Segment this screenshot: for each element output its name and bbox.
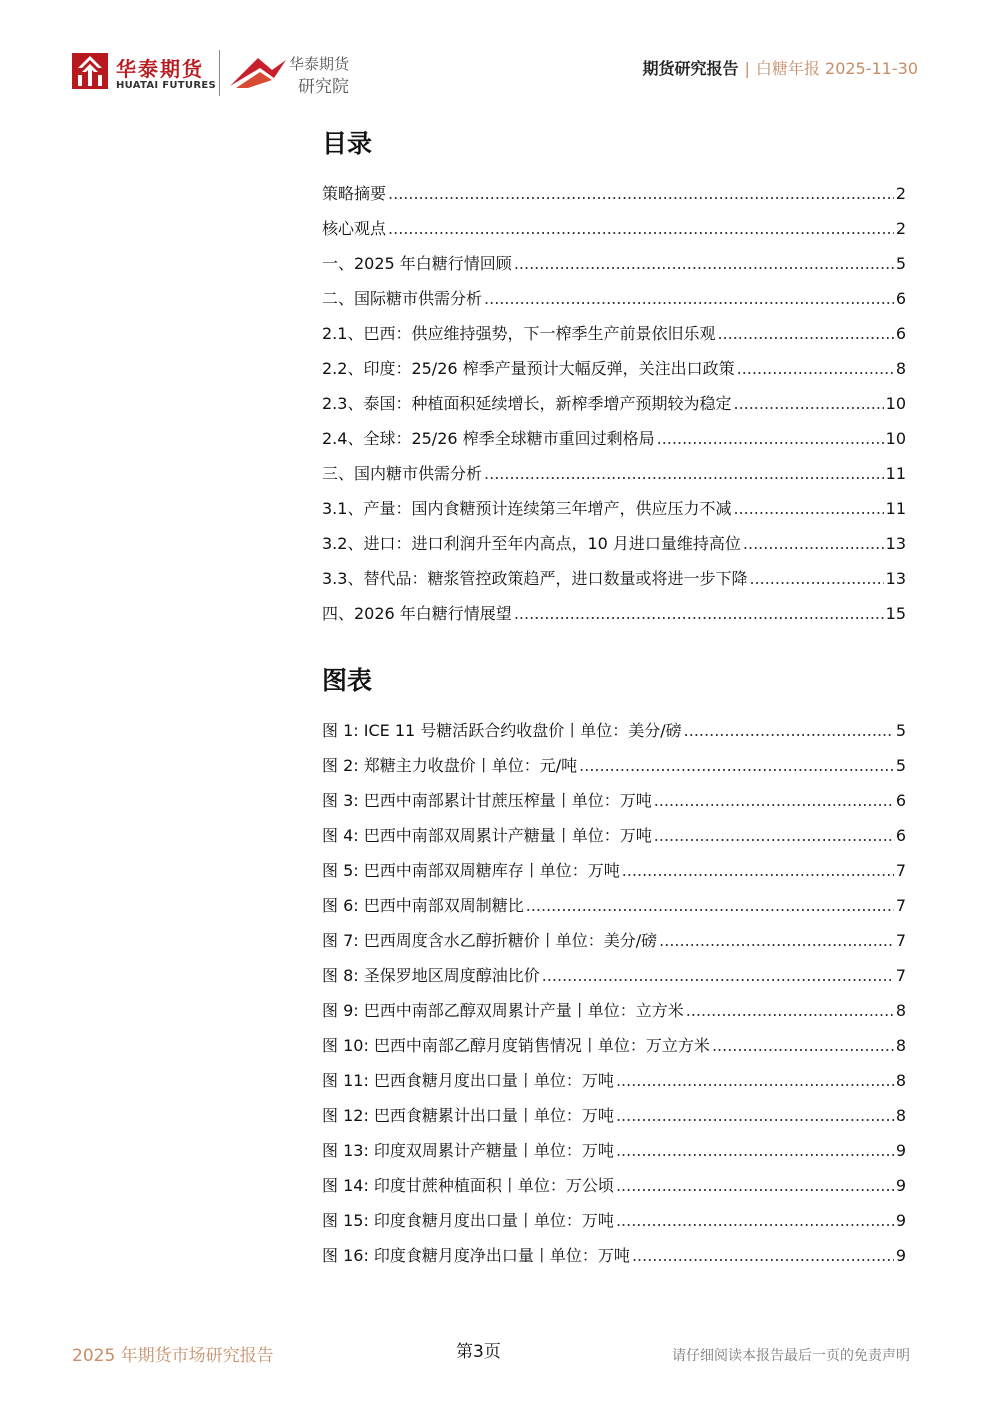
figure-entry[interactable] [322,853,906,888]
dot-leader [712,1028,894,1063]
dot-leader [737,351,894,386]
figure-entry-page: 8 [895,1036,906,1055]
dot-leader [749,561,883,596]
toc-entry[interactable] [322,281,906,316]
toc-entry-page: 6 [895,324,906,343]
dot-leader [733,491,883,526]
figure-entry-page: 9 [895,1141,906,1160]
toc-entry[interactable] [322,386,906,421]
toc-entry-page: 6 [895,289,906,308]
figure-entry-label: 图 15: 印度食糖月度出口量丨单位：万吨 [322,1211,614,1230]
figure-entry[interactable] [322,818,906,853]
dot-leader [733,386,883,421]
figure-entry-label: 图 1: ICE 11 号糖活跃合约收盘价丨单位：美分/磅 [322,721,682,740]
figure-entry-label: 图 3: 巴西中南部累计甘蔗压榨量丨单位：万吨 [322,791,652,810]
toc-entry[interactable] [322,421,906,456]
figure-entry[interactable] [322,958,906,993]
institute-name-line1: 华泰期货 [289,55,350,73]
logo-divider [219,50,220,96]
dot-leader [526,888,894,923]
figure-entry-label: 图 7: 巴西周度含水乙醇折糖价丨单位：美分/磅 [322,931,658,950]
toc-entry-label: 2.3、泰国：种植面积延续增长，新榨季增产预期较为稳定 [322,394,732,413]
toc-entry-page: 5 [895,254,906,273]
toc-entry-page: 8 [895,359,906,378]
toc-entry-label: 四、2026 年白糖行情展望 [322,604,512,623]
header-separator: | [744,59,750,78]
toc-entry-page: 11 [885,499,906,518]
figure-entry[interactable] [322,1063,906,1098]
figure-entry-page: 8 [895,1071,906,1090]
figure-entry[interactable] [322,748,906,783]
report-name-date: 白糖年报 2025-11-30 [755,59,918,78]
figure-entry-page: 7 [895,931,906,950]
figure-entry[interactable] [322,923,906,958]
figure-entry-label: 图 14: 印度甘蔗种植面积丨单位：万公顷 [322,1176,614,1195]
toc-entry-page: 2 [895,219,906,238]
figure-entry-page: 5 [895,756,906,775]
footer-report-title: 2025 年期货市场研究报告 [72,1346,274,1366]
figure-entry-page: 7 [895,861,906,880]
figure-entry[interactable] [322,888,906,923]
figure-entry-page: 9 [895,1176,906,1195]
figure-entry-page: 7 [895,896,906,915]
dot-leader [616,1168,894,1203]
figure-entry-label: 图 8: 圣保罗地区周度醇油比价 [322,966,540,985]
main-content [322,124,906,1273]
dot-leader [657,421,884,456]
figure-entry-label: 图 12: 巴西食糖累计出口量丨单位：万吨 [322,1106,614,1125]
toc-entry[interactable] [322,456,906,491]
toc-entry[interactable] [322,351,906,386]
toc-entry-label: 2.2、印度：25/26 榨季产量预计大幅反弹，关注出口政策 [322,359,735,378]
footer-disclaimer: 请仔细阅读本报告最后一页的免责声明 [672,1348,910,1364]
figure-entry[interactable] [322,783,906,818]
toc-entry-page: 11 [885,464,906,483]
figure-entry-page: 5 [895,721,906,740]
toc-entry-page: 10 [885,394,906,413]
figure-entry[interactable] [322,1133,906,1168]
huatai-logo-icon [72,53,108,89]
toc-entry-label: 核心观点 [322,219,387,238]
dot-leader [579,748,894,783]
toc-title: 目录 [322,129,373,158]
toc-entry[interactable] [322,596,906,631]
figure-entry[interactable] [322,993,906,1028]
dot-leader [388,211,894,246]
report-type: 期货研究报告 [642,59,739,78]
figure-entry-label: 图 11: 巴西食糖月度出口量丨单位：万吨 [322,1071,614,1090]
figure-entry[interactable] [322,1028,906,1063]
figure-entry-label: 图 13: 印度双周累计产糖量丨单位：万吨 [322,1141,614,1160]
figure-entry[interactable] [322,1168,906,1203]
toc-entry-label: 三、国内糖市供需分析 [322,464,483,483]
dot-leader [632,1238,894,1273]
dot-leader [743,526,884,561]
figures-title: 图表 [322,666,373,695]
dot-leader [542,958,894,993]
toc-entry-page: 2 [895,184,906,203]
page-number: 第3页 [456,1342,501,1362]
company-name-cn: 华泰期货 [116,57,204,81]
toc-entry[interactable] [322,561,906,596]
toc-entry[interactable] [322,491,906,526]
toc-entry-page: 15 [885,604,906,623]
dot-leader [659,923,894,958]
company-name-en: HUATAI FUTURES [116,80,216,91]
toc-entry-label: 3.3、替代品：糖浆管控政策趋严，进口数量或将进一步下降 [322,569,748,588]
figure-entry-label: 图 10: 巴西中南部乙醇月度销售情况丨单位：万立方米 [322,1036,710,1055]
dot-leader [654,783,894,818]
figure-entry-page: 9 [895,1246,906,1265]
figure-entry-label: 图 9: 巴西中南部乙醇双周累计产量丨单位：立方米 [322,1001,684,1020]
dot-leader [616,1133,894,1168]
toc-entry[interactable] [322,176,906,211]
toc-entry[interactable] [322,246,906,281]
figure-entry-page: 6 [895,791,906,810]
figure-entry-label: 图 16: 印度食糖月度净出口量丨单位：万吨 [322,1246,630,1265]
toc-entry-page: 13 [885,534,906,553]
toc-entry[interactable] [322,211,906,246]
dot-leader [717,316,893,351]
dot-leader [388,176,894,211]
toc-entry-label: 策略摘要 [322,184,387,203]
institute-logo-icon [228,52,290,90]
figure-entry-label: 图 2: 郑糖主力收盘价丨单位：元/吨 [322,756,578,775]
toc-entry-label: 2.4、全球：25/26 榨季全球糖市重回过剩格局 [322,429,655,448]
figure-entry[interactable] [322,713,906,748]
toc-entry-label: 3.2、进口：进口利润升至年内高点，10 月进口量维持高位 [322,534,741,553]
report-header-info [643,56,918,79]
figure-entry-label: 图 5: 巴西中南部双周糖库存丨单位：万吨 [322,861,620,880]
dot-leader [684,713,894,748]
toc-entry-page: 13 [885,569,906,588]
figure-entry-label: 图 6: 巴西中南部双周制糖比 [322,896,524,915]
figure-entry-page: 6 [895,826,906,845]
toc-entry-page: 10 [885,429,906,448]
section-gap [322,631,906,661]
figure-entry[interactable] [322,1238,906,1273]
figure-entry-page: 9 [895,1211,906,1230]
figure-entry-page: 7 [895,966,906,985]
dot-leader [686,993,894,1028]
page-header [0,0,992,110]
dot-leader [622,853,894,888]
dot-leader [514,596,884,631]
dot-leader [616,1203,894,1238]
toc-entry[interactable] [322,316,906,351]
institute-name-line2: 研究院 [298,77,349,97]
toc-list [322,176,906,631]
figures-list [322,713,906,1273]
toc-entry-label: 2.1、巴西：供应维持强势，下一榨季生产前景依旧乐观 [322,324,716,343]
figure-entry-page: 8 [895,1106,906,1125]
figure-entry-page: 8 [895,1001,906,1020]
toc-entry-label: 3.1、产量：国内食糖预计连续第三年增产，供应压力不减 [322,499,732,518]
dot-leader [514,246,894,281]
figure-entry[interactable] [322,1203,906,1238]
dot-leader [654,818,894,853]
figure-entry-label: 图 4: 巴西中南部双周累计产糖量丨单位：万吨 [322,826,652,845]
dot-leader [616,1063,894,1098]
figure-entry[interactable] [322,1098,906,1133]
toc-entry-label: 二、国际糖市供需分析 [322,289,483,308]
dot-leader [616,1098,894,1133]
dot-leader [484,281,894,316]
dot-leader [484,456,884,491]
toc-entry-label: 一、2025 年白糖行情回顾 [322,254,512,273]
toc-entry[interactable] [322,526,906,561]
